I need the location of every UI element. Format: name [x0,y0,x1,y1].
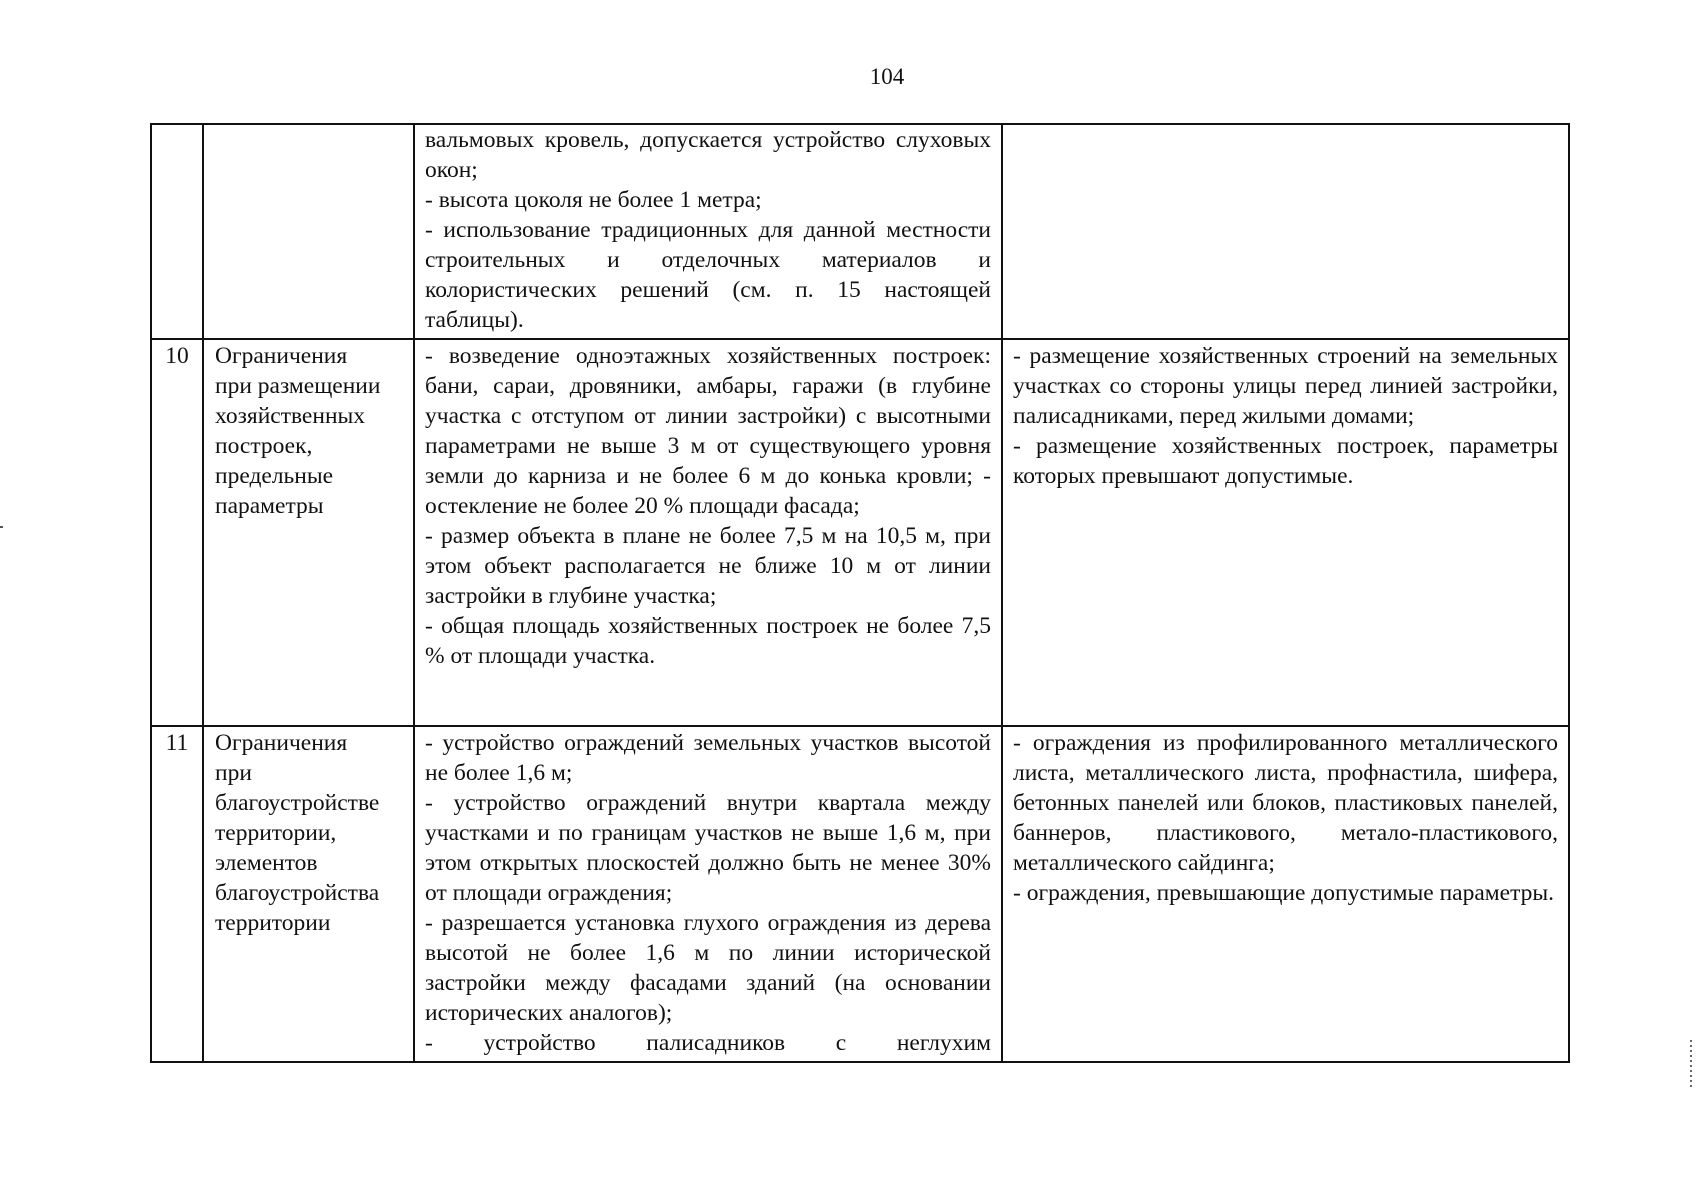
row-number-cell [151,339,203,726]
restriction-name-line: хозяйственных [215,403,366,429]
prohibited-item: - размещение хозяйственных строений на земельных участках со стороны улицы перед линией застройки, палисадниками, перед жилыми домами; [1013,343,1558,429]
row-number-cell [151,726,203,1062]
restriction-name-line: при размещении [215,373,381,399]
page-number: 104 [869,64,905,89]
table-row [151,339,1569,726]
allowed-item: - размер объекта в плане не более 7,5 м на 10,5 м, при этом объект располагается не ближе 10 м от линии застройки в глубине участка; [425,523,991,609]
restriction-name-cell [203,726,414,1062]
restriction-name-line: благоустройства [215,880,380,906]
restriction-name-line: построек, [215,433,313,459]
scan-edge-ticks [1690,1040,1692,1090]
restriction-name-line: территории [215,910,331,936]
prohibited-item: - ограждения из профилированного металлического листа, металлического листа, профнастила, шифера, бетонных панелей или блоков, пластиковых панелей, баннеров, пластикового, метало-пластикового, металлического сайдинга; [1013,730,1558,876]
prohibited-item: - размещение хозяйственных построек, параметры которых превышают допустимые. [1013,433,1558,489]
restriction-name-line: Ограничения [215,730,348,756]
allowed-item: - возведение одноэтажных хозяйственных построек: бани, сараи, дровяники, амбары, гаражи (в глубине участка с отступом от линии застройки) с высотными параметрами не выше 3 м от существующего уровня земли до карниза и не более 6 м до конька кровли; - остекление не более 20 % площади фасада; [425,343,991,519]
row-number: 10 [165,343,189,369]
restriction-name-line: территории, [215,820,337,846]
allowed-item: - устройство ограждений земельных участков высотой не более 1,6 м; [425,730,991,786]
allowed-item: - общая площадь хозяйственных построек не более 7,5 % от площади участка. [425,613,991,669]
allowed-item: - устройство ограждений внутри квартала между участками и по границам участков не выше 1,6 м, при этом открытых плоскостей должно быть не менее 30% от площади ограждения; [425,790,991,906]
restriction-name-line: при [215,760,252,786]
allowed-item: - использование традиционных для данной местности строительных и отделочных материалов и колористических решений (см. п. 15 настоящей таблицы). [425,217,991,333]
restriction-name-cell [203,339,414,726]
allowed-parameters-cell [414,339,1002,726]
restriction-name-line: предельные [215,463,334,489]
restriction-name-line: благоустройстве [215,790,380,816]
allowed-parameters-cell [414,726,1002,1062]
row-number: 11 [165,730,189,756]
prohibited-parameters-cell [1002,726,1569,1062]
prohibited-item: - ограждения, превышающие допустимые параметры. [1013,880,1555,906]
allowed-item: вальмовых кровель, допускается устройство слуховых окон; [425,127,991,183]
allowed-parameters-cell [414,124,1002,339]
allowed-item: - высота цоколя не более 1 метра; [425,187,762,213]
restriction-name-line: элементов [215,850,318,876]
table-row [151,726,1569,1062]
allowed-item: - разрешается установка глухого ограждения из дерева высотой не более 1,6 м по линии исторической застройки между фасадами зданий (на основании исторических аналогов); [425,910,991,1026]
row-number-cell [151,124,203,339]
restriction-name-cell [203,124,414,339]
scan-mark [0,526,3,528]
prohibited-parameters-cell [1002,339,1569,726]
table-row [151,124,1569,339]
regulations-table [150,123,1570,1063]
prohibited-parameters-cell [1002,124,1569,339]
restriction-name-line: параметры [215,493,324,519]
restriction-name-line: Ограничения [215,343,348,369]
allowed-item: - устройство палисадников с неглухим [425,1030,991,1056]
